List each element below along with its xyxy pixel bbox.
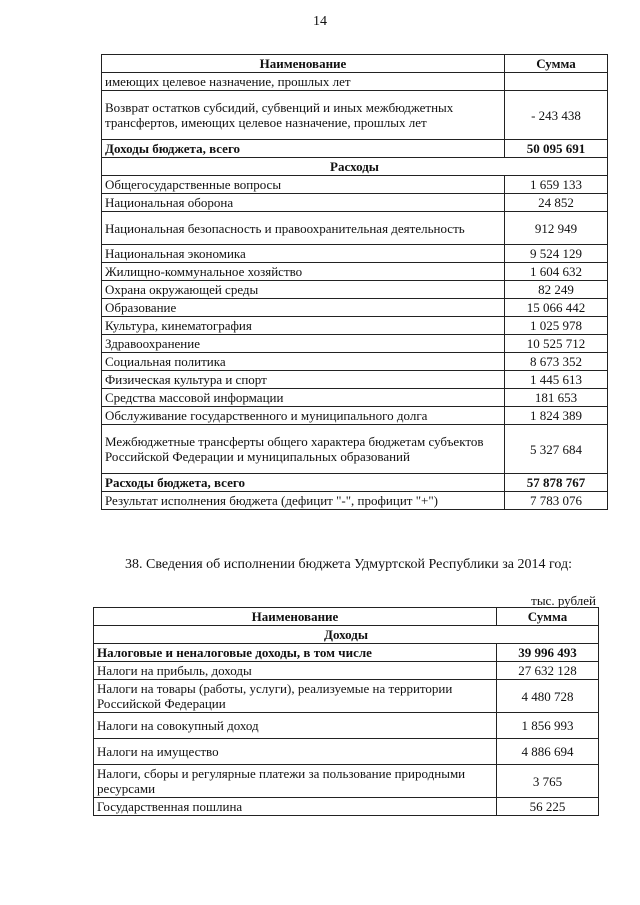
table-row bbox=[94, 765, 599, 798]
row-name: Доходы бюджета, всего bbox=[102, 140, 505, 158]
row-name: Налоговые и неналоговые доходы, в том числе bbox=[94, 644, 497, 662]
row-sum: 56 225 bbox=[497, 798, 599, 816]
row-name: имеющих целевое назначение, прошлых лет bbox=[102, 73, 505, 91]
row-sum: 1 659 133 bbox=[505, 176, 608, 194]
row-sum: - 243 438 bbox=[505, 91, 608, 140]
row-name: Жилищно-коммунальное хозяйство bbox=[102, 263, 505, 281]
row-sum: 57 878 767 bbox=[505, 474, 608, 492]
row-name: Образование bbox=[102, 299, 505, 317]
row-sum: 3 765 bbox=[497, 765, 599, 798]
row-sum: 82 249 bbox=[505, 281, 608, 299]
row-name: Культура, кинематография bbox=[102, 317, 505, 335]
table-row bbox=[102, 176, 608, 194]
table-row bbox=[94, 662, 599, 680]
row-name: Расходы бюджета, всего bbox=[102, 474, 505, 492]
row-sum: 1 025 978 bbox=[505, 317, 608, 335]
row-name: Национальная экономика bbox=[102, 245, 505, 263]
row-sum: 7 783 076 bbox=[505, 492, 608, 510]
row-sum: 5 327 684 bbox=[505, 425, 608, 474]
row-sum: 1 824 389 bbox=[505, 407, 608, 425]
row-sum: 1 604 632 bbox=[505, 263, 608, 281]
table-row bbox=[102, 371, 608, 389]
row-sum: 27 632 128 bbox=[497, 662, 599, 680]
column-header-name: Наименование bbox=[102, 55, 505, 73]
row-sum: 1 856 993 bbox=[497, 713, 599, 739]
row-name: Налоги на совокупный доход bbox=[94, 713, 497, 739]
row-sum: 912 949 bbox=[505, 212, 608, 245]
expenses-section-title: Расходы bbox=[102, 158, 608, 176]
column-header-sum: Сумма bbox=[497, 608, 599, 626]
row-sum: 8 673 352 bbox=[505, 353, 608, 371]
row-name: Физическая культура и спорт bbox=[102, 371, 505, 389]
table-row bbox=[94, 798, 599, 816]
row-sum: 9 524 129 bbox=[505, 245, 608, 263]
budget-execution-table-continued bbox=[101, 54, 608, 510]
table-row bbox=[102, 407, 608, 425]
row-sum: 50 095 691 bbox=[505, 140, 608, 158]
table-row bbox=[102, 389, 608, 407]
row-name: Государственная пошлина bbox=[94, 798, 497, 816]
row-name: Социальная политика bbox=[102, 353, 505, 371]
row-name: Налоги на товары (работы, услуги), реализуемые на территории Российской Федерации bbox=[94, 680, 497, 713]
budget-result-row bbox=[102, 492, 608, 510]
total-income-row bbox=[102, 140, 608, 158]
table-header-row bbox=[102, 55, 608, 73]
row-name: Средства массовой информации bbox=[102, 389, 505, 407]
table-row bbox=[102, 194, 608, 212]
section-paragraph: 38. Сведения об исполнении бюджета Удмуртской Республики за 2014 год: bbox=[125, 557, 572, 572]
row-name: Обслуживание государственного и муниципального долга bbox=[102, 407, 505, 425]
row-name: Национальная безопасность и правоохранительная деятельность bbox=[102, 212, 505, 245]
row-name: Охрана окружающей среды bbox=[102, 281, 505, 299]
row-sum: 15 066 442 bbox=[505, 299, 608, 317]
income-section-title: Доходы bbox=[94, 626, 599, 644]
units-label: тыс. рублей bbox=[531, 593, 596, 608]
table-row bbox=[102, 335, 608, 353]
row-name: Налоги на прибыль, доходы bbox=[94, 662, 497, 680]
page-number: 14 bbox=[313, 14, 327, 29]
table-row bbox=[94, 644, 599, 662]
row-name: Здравоохранение bbox=[102, 335, 505, 353]
table-row bbox=[94, 713, 599, 739]
table-row bbox=[102, 263, 608, 281]
table-header-row bbox=[94, 608, 599, 626]
row-sum: 181 653 bbox=[505, 389, 608, 407]
section-header-row bbox=[102, 158, 608, 176]
table-row bbox=[102, 245, 608, 263]
table-row bbox=[102, 281, 608, 299]
row-sum: 1 445 613 bbox=[505, 371, 608, 389]
row-name: Общегосударственные вопросы bbox=[102, 176, 505, 194]
table-row bbox=[102, 353, 608, 371]
row-sum: 39 996 493 bbox=[497, 644, 599, 662]
total-expenses-row bbox=[102, 474, 608, 492]
budget-2014-table bbox=[93, 607, 599, 816]
table-row bbox=[102, 91, 608, 140]
row-sum bbox=[505, 73, 608, 91]
row-name: Межбюджетные трансферты общего характера бюджетам субъектов Российской Федерации и муниципальных образований bbox=[102, 425, 505, 474]
table-row bbox=[102, 425, 608, 474]
table-row bbox=[102, 73, 608, 91]
row-name: Возврат остатков субсидий, субвенций и иных межбюджетных трансфертов, имеющих целевое назначение, прошлых лет bbox=[102, 91, 505, 140]
table-row bbox=[102, 212, 608, 245]
row-sum: 10 525 712 bbox=[505, 335, 608, 353]
row-sum: 4 886 694 bbox=[497, 739, 599, 765]
row-name: Налоги на имущество bbox=[94, 739, 497, 765]
column-header-name: Наименование bbox=[94, 608, 497, 626]
table-row bbox=[102, 299, 608, 317]
section-header-row bbox=[94, 626, 599, 644]
table-row bbox=[94, 739, 599, 765]
row-name: Национальная оборона bbox=[102, 194, 505, 212]
row-name: Налоги, сборы и регулярные платежи за пользование природными ресурсами bbox=[94, 765, 497, 798]
column-header-sum: Сумма bbox=[505, 55, 608, 73]
table-row bbox=[94, 680, 599, 713]
table-row bbox=[102, 317, 608, 335]
row-sum: 4 480 728 bbox=[497, 680, 599, 713]
row-sum: 24 852 bbox=[505, 194, 608, 212]
row-name: Результат исполнения бюджета (дефицит "-", профицит "+") bbox=[102, 492, 505, 510]
